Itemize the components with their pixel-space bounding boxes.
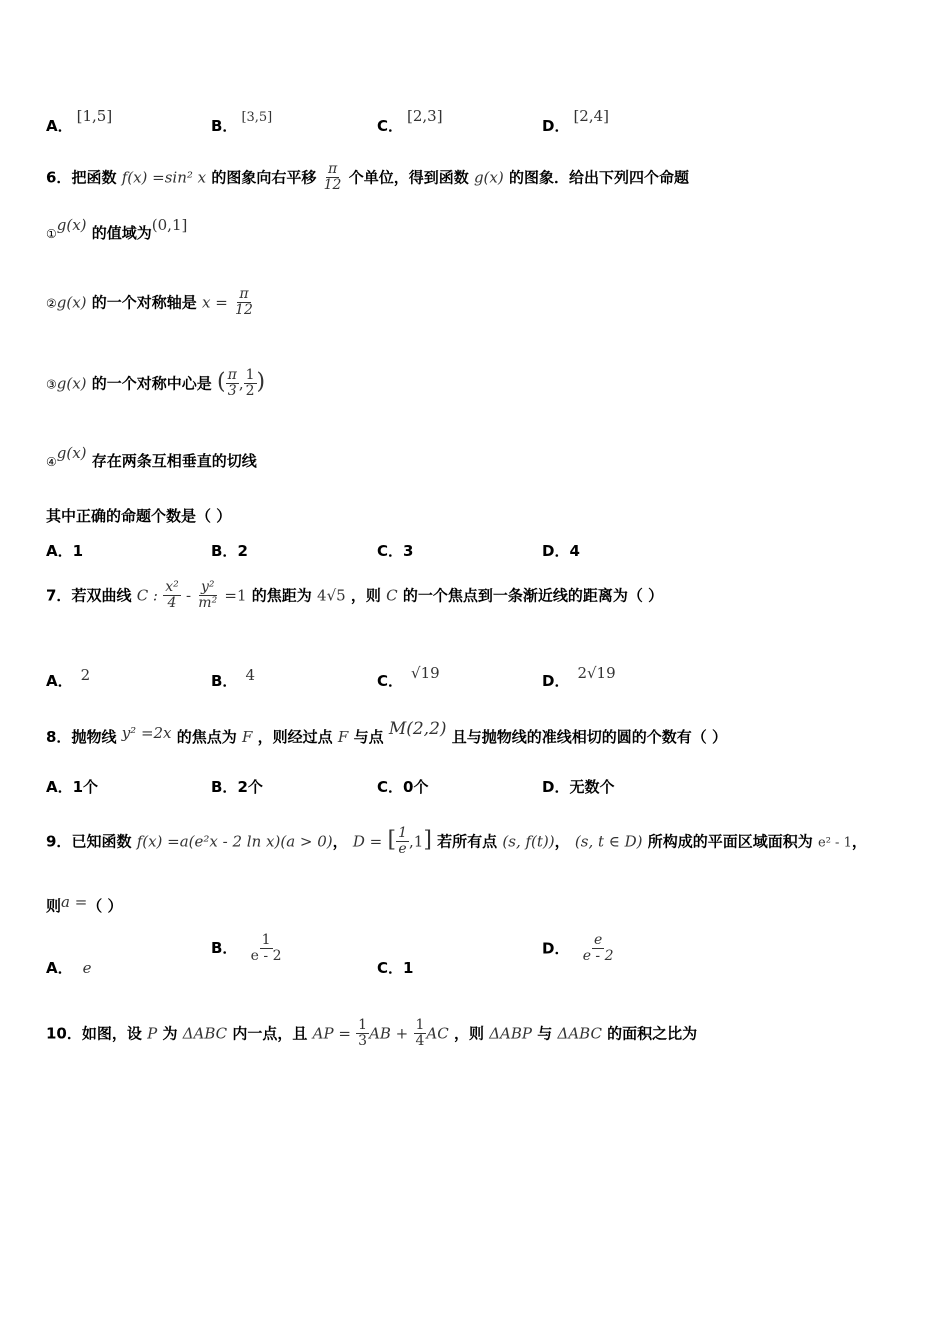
q6-shift-fraction: $\frac{\pi}{12}$ xyxy=(323,161,342,194)
q6-proposition-4: ④g(x) 存在两条互相垂直的切线 xyxy=(46,444,257,470)
q6-proposition-2: ②g(x) 的一个对称轴是 x = $\frac{\pi}{12}$ xyxy=(46,286,253,319)
q7-y-term: $\frac{\text{y²}}{\text{m²}}$ xyxy=(198,579,218,612)
q9-stem: 9．已知函数 f(x) =a(e²x - 2 ln x)(a > 0)， D = [ $\frac{1}{e}$ ,1] 若所有点 (s, f(t))， (s, t ∈ D) 所构成的平面区域面积为 e² - 1， xyxy=(46,825,867,858)
q6-option-c[interactable]: C．3 xyxy=(377,542,414,560)
q6-proposition-1: ①g(x) 的值域为(0,1] xyxy=(46,216,188,242)
q8-option-d[interactable]: D．无数个 xyxy=(542,778,615,796)
q7-option-b[interactable]: B． 4 xyxy=(211,666,255,690)
q8-option-c[interactable]: C．0个 xyxy=(377,778,429,796)
q6-option-d[interactable]: D．4 xyxy=(542,542,580,560)
q5-option-b[interactable]: B． [3,5] xyxy=(211,110,273,135)
q6-stem: 6．把函数 f(x) =sin² x 的图象向右平移 $\frac{\pi}{12}$ 个单位，得到函数 g(x) 的图象．给出下列四个命题 xyxy=(46,161,689,194)
q10-coef-ac: $\frac{1}{4}$ xyxy=(415,1017,425,1050)
q9-option-b[interactable]: B． $\frac{1}{e - 2}$ xyxy=(211,932,282,965)
q6-center-x: $\frac{\pi}{3}$ xyxy=(227,367,237,400)
q7-stem: 7．若双曲线 C : $\frac{\text{x²}}{4}$ - $\frac{\text{y²}}{\text{m²}}$ =1 的焦距为 4√5 ，则 C 的一个焦点到一条渐近线的距离为（ ） xyxy=(46,579,664,612)
q6-proposition-3: ③g(x) 的一个对称中心是 ( $\frac{\pi}{3}$ , $\frac{1}{2}$ ) xyxy=(46,367,266,400)
q9-stem-line-2: 则a =（ ） xyxy=(46,893,123,915)
q7-option-a[interactable]: A． 2 xyxy=(46,666,91,690)
q8-stem: 8．抛物线 y² =2x 的焦点为 F ，则经过点 F 与点 M(2,2) 且与抛物线的准线相切的圆的个数有（ ） xyxy=(46,719,727,746)
q7-option-d[interactable]: D． 2√19 xyxy=(542,664,616,690)
q9-domain-fraction: $\frac{1}{e}$ xyxy=(398,825,408,858)
q8-option-a[interactable]: A．1个 xyxy=(46,778,99,796)
q6-center-y: $\frac{1}{2}$ xyxy=(245,367,255,400)
q5-option-c[interactable]: C．[2,3] xyxy=(377,107,443,135)
q6-question: 其中正确的命题个数是（ ） xyxy=(46,507,232,525)
q10-stem: 10．如图，设 P 为 ΔABC 内一点，且 AP = $\frac{1}{3}$ AB + $\frac{1}{4}$ AC ，则 ΔABP 与 ΔABC 的面积之比为 xyxy=(46,1017,698,1050)
q9-option-d[interactable]: D． $\frac{e}{e - 2}$ xyxy=(542,932,614,965)
q9-option-c[interactable]: C．1 xyxy=(377,959,414,977)
q6-option-a[interactable]: A．1 xyxy=(46,542,84,560)
q7-x-term: $\frac{\text{x²}}{4}$ xyxy=(165,579,179,612)
q7-option-c[interactable]: C． √19 xyxy=(377,664,440,690)
q6-axis-fraction: $\frac{\pi}{12}$ xyxy=(235,286,253,319)
q8-option-b[interactable]: B．2个 xyxy=(211,778,263,796)
q9-option-a[interactable]: A． e xyxy=(46,959,92,977)
q5-option-a[interactable]: A．[1,5] xyxy=(46,107,113,135)
q6-option-b[interactable]: B．2 xyxy=(211,542,248,560)
q5-option-d[interactable]: D．[2,4] xyxy=(542,107,610,135)
q10-coef-ab: $\frac{1}{3}$ xyxy=(358,1017,368,1050)
